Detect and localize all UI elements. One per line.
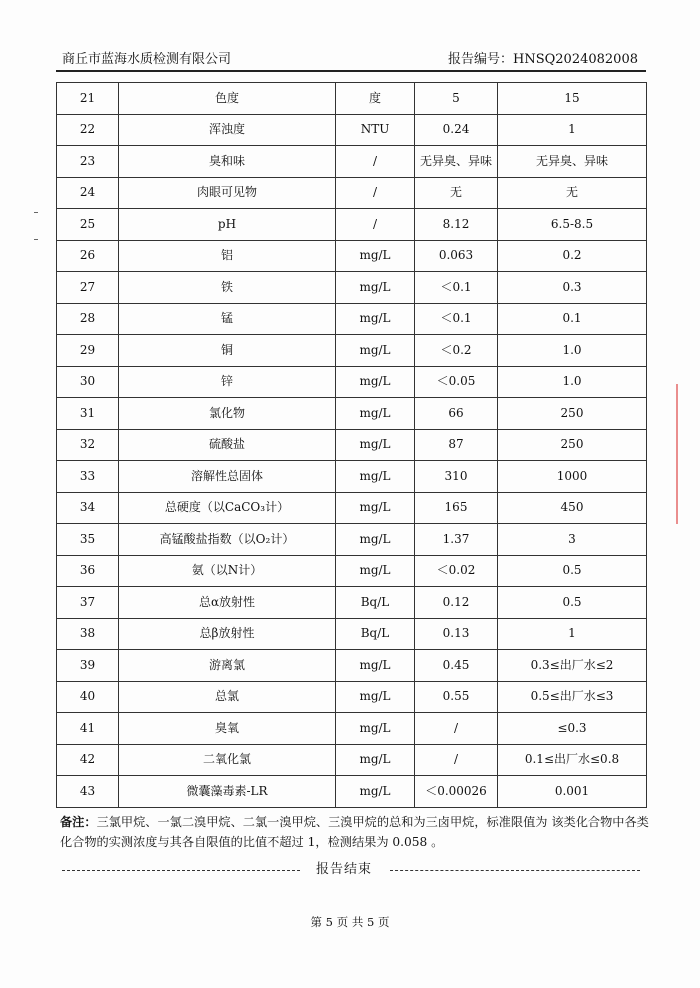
test-result-cell: 165: [415, 492, 498, 524]
report-end-line: [60, 858, 640, 878]
standard-limit-cell: 1: [498, 618, 647, 650]
row-number-cell: 37: [57, 587, 119, 619]
standard-limit-cell: 1.0: [498, 366, 647, 398]
table-row: [57, 429, 647, 461]
standard-limit-cell: 0.1≤出厂水≤0.8: [498, 744, 647, 776]
remarks: [60, 812, 650, 852]
test-result-cell: 无: [415, 177, 498, 209]
table-row: [57, 492, 647, 524]
test-result-cell: 0.063: [415, 240, 498, 272]
end-divider-left: [62, 870, 300, 871]
report-header: [56, 46, 646, 72]
end-divider-right: [390, 870, 640, 871]
standard-limit-cell: 0.001: [498, 776, 647, 808]
unit-cell: NTU: [336, 114, 415, 146]
row-number-cell: 30: [57, 366, 119, 398]
test-result-cell: 66: [415, 398, 498, 430]
test-result-cell: /: [415, 744, 498, 776]
row-number-cell: 42: [57, 744, 119, 776]
table-row: [57, 713, 647, 745]
table-row: [57, 681, 647, 713]
test-item-cell: 高锰酸盐指数（以O₂计）: [119, 524, 336, 556]
row-number-cell: 36: [57, 555, 119, 587]
row-number-cell: 33: [57, 461, 119, 493]
test-item-cell: 锰: [119, 303, 336, 335]
table-row: [57, 776, 647, 808]
unit-cell: mg/L: [336, 681, 415, 713]
table-row: [57, 744, 647, 776]
table-row: [57, 555, 647, 587]
test-item-cell: 微囊藻毒素-LR: [119, 776, 336, 808]
test-item-cell: 总β放射性: [119, 618, 336, 650]
unit-cell: mg/L: [336, 429, 415, 461]
test-result-cell: ＜0.05: [415, 366, 498, 398]
scan-marks: [34, 212, 38, 242]
unit-cell: mg/L: [336, 492, 415, 524]
test-result-cell: 0.13: [415, 618, 498, 650]
table-row: [57, 303, 647, 335]
standard-limit-cell: 0.5: [498, 587, 647, 619]
row-number-cell: 35: [57, 524, 119, 556]
row-number-cell: 31: [57, 398, 119, 430]
unit-cell: mg/L: [336, 240, 415, 272]
table-row: [57, 366, 647, 398]
unit-cell: mg/L: [336, 335, 415, 367]
table-row: [57, 240, 647, 272]
test-item-cell: pH: [119, 209, 336, 241]
test-result-cell: 5: [415, 83, 498, 115]
row-number-cell: 38: [57, 618, 119, 650]
test-item-cell: 锌: [119, 366, 336, 398]
company-name: 商丘市蓝海水质检测有限公司: [62, 52, 232, 67]
row-number-cell: 26: [57, 240, 119, 272]
unit-cell: 度: [336, 83, 415, 115]
standard-limit-cell: 1000: [498, 461, 647, 493]
test-item-cell: 总α放射性: [119, 587, 336, 619]
table-row: [57, 83, 647, 115]
unit-cell: mg/L: [336, 398, 415, 430]
standard-limit-cell: 0.3≤出厂水≤2: [498, 650, 647, 682]
standard-limit-cell: 15: [498, 83, 647, 115]
standard-limit-cell: 250: [498, 429, 647, 461]
test-item-cell: 游离氯: [119, 650, 336, 682]
unit-cell: /: [336, 177, 415, 209]
row-number-cell: 39: [57, 650, 119, 682]
standard-limit-cell: 1.0: [498, 335, 647, 367]
unit-cell: /: [336, 146, 415, 178]
row-number-cell: 29: [57, 335, 119, 367]
unit-cell: mg/L: [336, 461, 415, 493]
unit-cell: Bq/L: [336, 587, 415, 619]
test-item-cell: 色度: [119, 83, 336, 115]
seal-stamp-edge: [676, 384, 700, 524]
page-number: 第 5 页 共 5 页: [310, 915, 390, 929]
test-item-cell: 臭氧: [119, 713, 336, 745]
test-result-cell: ＜0.2: [415, 335, 498, 367]
test-item-cell: 浑浊度: [119, 114, 336, 146]
row-number-cell: 43: [57, 776, 119, 808]
test-item-cell: 臭和味: [119, 146, 336, 178]
table-row: [57, 618, 647, 650]
test-result-cell: 0.45: [415, 650, 498, 682]
table-row: [57, 650, 647, 682]
standard-limit-cell: 250: [498, 398, 647, 430]
test-item-cell: 总氯: [119, 681, 336, 713]
test-result-cell: ＜0.00026: [415, 776, 498, 808]
row-number-cell: 41: [57, 713, 119, 745]
unit-cell: mg/L: [336, 366, 415, 398]
row-number-cell: 32: [57, 429, 119, 461]
unit-cell: mg/L: [336, 713, 415, 745]
row-number-cell: 34: [57, 492, 119, 524]
unit-cell: mg/L: [336, 272, 415, 304]
test-result-cell: ＜0.1: [415, 303, 498, 335]
row-number-cell: 23: [57, 146, 119, 178]
table-row: [57, 272, 647, 304]
standard-limit-cell: 0.3: [498, 272, 647, 304]
unit-cell: mg/L: [336, 555, 415, 587]
test-result-cell: /: [415, 713, 498, 745]
test-result-cell: ＜0.02: [415, 555, 498, 587]
test-item-cell: 二氧化氯: [119, 744, 336, 776]
row-number-cell: 28: [57, 303, 119, 335]
unit-cell: mg/L: [336, 744, 415, 776]
test-item-cell: 肉眼可见物: [119, 177, 336, 209]
table-row: [57, 398, 647, 430]
standard-limit-cell: 0.5: [498, 555, 647, 587]
standard-limit-cell: ≤0.3: [498, 713, 647, 745]
test-item-cell: 氨（以N计）: [119, 555, 336, 587]
standard-limit-cell: 0.5≤出厂水≤3: [498, 681, 647, 713]
test-result-cell: ＜0.1: [415, 272, 498, 304]
table-row: [57, 587, 647, 619]
row-number-cell: 24: [57, 177, 119, 209]
test-item-cell: 硫酸盐: [119, 429, 336, 461]
standard-limit-cell: 0.2: [498, 240, 647, 272]
unit-cell: mg/L: [336, 303, 415, 335]
standard-limit-cell: 6.5-8.5: [498, 209, 647, 241]
standard-limit-cell: 3: [498, 524, 647, 556]
test-result-cell: 1.37: [415, 524, 498, 556]
report-end-text: 报告结束: [316, 862, 373, 877]
test-item-cell: 铁: [119, 272, 336, 304]
unit-cell: Bq/L: [336, 618, 415, 650]
table-row: [57, 146, 647, 178]
standard-limit-cell: 1: [498, 114, 647, 146]
test-result-cell: 310: [415, 461, 498, 493]
row-number-cell: 40: [57, 681, 119, 713]
standard-limit-cell: 无: [498, 177, 647, 209]
row-number-cell: 22: [57, 114, 119, 146]
standard-limit-cell: 无异臭、异味: [498, 146, 647, 178]
test-result-cell: 8.12: [415, 209, 498, 241]
test-result-cell: 87: [415, 429, 498, 461]
standard-limit-cell: 0.1: [498, 303, 647, 335]
test-item-cell: 铜: [119, 335, 336, 367]
standard-limit-cell: 450: [498, 492, 647, 524]
test-result-cell: 无异臭、异味: [415, 146, 498, 178]
table-row: [57, 177, 647, 209]
row-number-cell: 21: [57, 83, 119, 115]
row-number-cell: 27: [57, 272, 119, 304]
test-results-table: [56, 82, 647, 808]
unit-cell: /: [336, 209, 415, 241]
test-result-cell: 0.55: [415, 681, 498, 713]
report-number: 报告编号：HNSQ2024082008: [448, 52, 638, 67]
remarks-text: 三氯甲烷、一氯二溴甲烷、二氯一溴甲烷、三溴甲烷的总和为三卤甲烷，标准限值为 该类化合物中各类化合物的实测浓度与其各自限值的比值不超过 1，检测结果为 0.058 。: [60, 815, 649, 849]
remarks-label: 备注：: [60, 815, 97, 829]
unit-cell: mg/L: [336, 524, 415, 556]
unit-cell: mg/L: [336, 650, 415, 682]
table-row: [57, 524, 647, 556]
test-result-cell: 0.12: [415, 587, 498, 619]
table-row: [57, 335, 647, 367]
results-table-body: [57, 83, 647, 808]
row-number-cell: 25: [57, 209, 119, 241]
test-item-cell: 溶解性总固体: [119, 461, 336, 493]
test-item-cell: 总硬度（以CaCO₃计）: [119, 492, 336, 524]
test-item-cell: 氯化物: [119, 398, 336, 430]
table-row: [57, 461, 647, 493]
test-item-cell: 铝: [119, 240, 336, 272]
unit-cell: mg/L: [336, 776, 415, 808]
test-result-cell: 0.24: [415, 114, 498, 146]
table-row: [57, 114, 647, 146]
table-row: [57, 209, 647, 241]
